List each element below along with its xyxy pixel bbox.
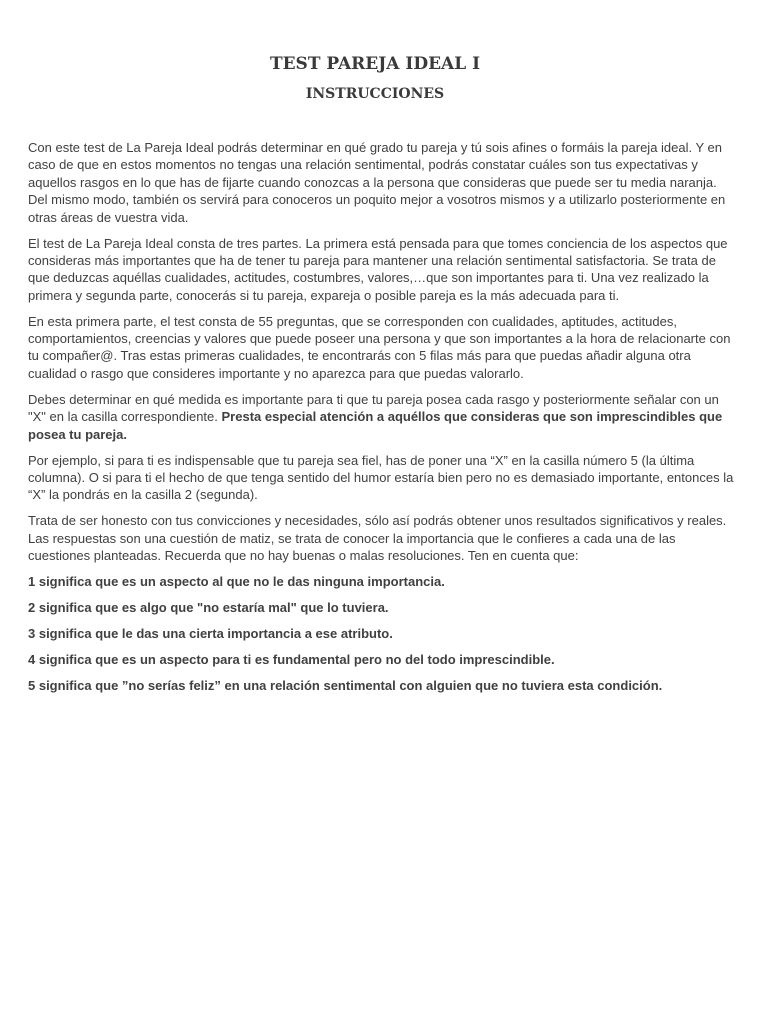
scale-item-5: 5 significa que ”no serías feliz” en una relación sentimental con alguien que no tuviera esta condición. xyxy=(28,677,663,693)
document-subtitle: INSTRUCCIONES xyxy=(305,86,445,102)
instructions-text: Debes determinar en qué medida es importante para ti que tu pareja posea cada rasgo y posteriormente señalar con un "X" en la casilla correspondiente. xyxy=(28,391,719,425)
document-title: TEST PAREJA IDEAL I xyxy=(269,54,481,74)
scale-item-1: 1 significa que es un aspecto al que no le das ninguna importancia. xyxy=(28,573,445,589)
document-body xyxy=(28,139,736,702)
honesty-paragraph: Trata de ser honesto con tus convicciones y necesidades, sólo así podrás obtener unos resultados significativos y reales. Las respuestas son una cuestión de matiz, se trata de conocer la importancia que le confieres a cada una de las cuestiones planteadas. Recuerda que no hay buenas o malas resoluciones. Ten en cuenta que: xyxy=(28,513,727,564)
parts-paragraph: El test de La Pareja Ideal consta de tres partes. La primera está pensada para que tomes conciencia de los aspectos que consideras más importantes que ha de tener tu pareja para mantener una relación sentimental satisfactoria. Se trata de que deduzcas aquéllas cualidades, actitudes, costumbres, valores,…que son importantes para ti. Una vez realizado la primera y segunda parte, conocerás si tu pareja, expareja o posible pareja es la más adecuada para ti. xyxy=(28,235,728,303)
instructions-emphasis: Presta especial atención a aquéllos que consideras que son imprescindibles que posea tu pareja. xyxy=(28,409,723,442)
questions-paragraph: En esta primera parte, el test consta de 55 preguntas, que se corresponden con cualidades, aptitudes, actitudes, comportamientos, creencias y valores que puede poseer una persona y que son importantes a la hora de relacionarte con tu compañer@. Tras estas primeras cualidades, te encontrarás con 5 filas más para que puedas añadir alguna otra cualidad o rasgo que consideres importante y no aparezca para que puedas valorarlo. xyxy=(28,313,731,381)
scale-item-4: 4 significa que es un aspecto para ti es fundamental pero no del todo imprescindible. xyxy=(28,651,555,667)
instructions-paragraph xyxy=(28,391,736,443)
intro-paragraph: Con este test de La Pareja Ideal podrás determinar en qué grado tu pareja y tú sois afines o formáis la pareja ideal. Y en caso de que en estos momentos no tengas una relación sentimental, podrás constatar cuáles son tus expectativas y aquellos rasgos en lo que has de fijarte cuando conozcas a la persona que consideras que puede ser tu media naranja. Del mismo modo, también os servirá para conoceros un poquito mejor a vosotros mismos y a utilizarlo posteriormente en otras áreas de vuestra vida. xyxy=(28,140,726,225)
scale-item-3: 3 significa que le das una cierta importancia a ese atributo. xyxy=(28,625,393,641)
example-paragraph: Por ejemplo, si para ti es indispensable que tu pareja sea fiel, has de poner una “X” en la casilla número 5 (la última columna). O si para ti el hecho de que tenga sentido del humor estaría bien pero no es demasiado importante, entonces la “X” la pondrás en la casilla 2 (segunda). xyxy=(28,452,734,503)
scale-item-2: 2 significa que es algo que "no estaría mal" que lo tuviera. xyxy=(28,599,389,615)
